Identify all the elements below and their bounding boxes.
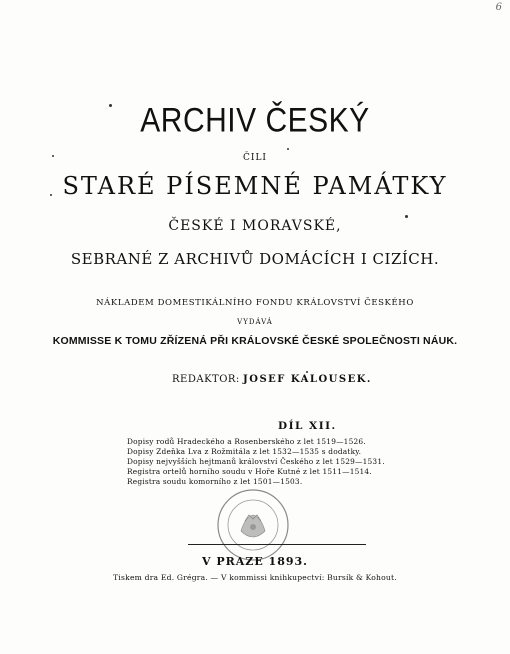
ink-speck [405, 215, 408, 218]
divider-rule [188, 544, 366, 545]
publisher-line: NÁKLADEM DOMESTIKÁLNÍHO FONDU KRÁLOVSTVÍ ČESKÉHO [96, 298, 414, 308]
ink-speck [50, 194, 52, 196]
subtitle: STARÉ PÍSEMNÉ PAMÁTKY [62, 172, 448, 200]
ink-speck [109, 104, 112, 107]
list-item: Registra soudu komorního z let 1501—1503. [127, 477, 303, 486]
volume-number: DÍL XII. [278, 420, 337, 432]
ink-speck [306, 371, 308, 373]
list-item: Dopisy Zdeňka Lva z Rožmitála z let 1532—1535 s dodatky. [127, 447, 362, 456]
ink-speck [287, 148, 289, 150]
contents-list [127, 437, 385, 487]
editor-label: REDAKTOR: [172, 374, 240, 385]
editor-name: JOSEF KALOUSEK. [243, 374, 372, 385]
main-title: ARCHIV ČESKÝ [140, 101, 370, 140]
list-item: Registra ortelů horního soudu v Hoře Kutné z let 1511—1514. [127, 467, 372, 476]
place-year: V PRAZE 1893. [201, 555, 308, 568]
cili-word: ČILI [243, 153, 267, 163]
printer-line: Tiskem dra Ed. Grégra. — V kommissi knihkupectví: Bursík & Kohout. [113, 573, 397, 582]
list-item: Dopisy nejvyšších hejtmanů království Českého z let 1529—1531. [127, 457, 385, 466]
editor-line [172, 374, 372, 385]
vydava-word: VYDÁVÁ [237, 318, 273, 326]
corner-pencil-mark: 6 [495, 2, 502, 13]
ink-speck [52, 155, 54, 157]
list-item: Dopisy rodů Hradeckého a Rosenberského z let 1519—1526. [127, 437, 366, 446]
subtitle-line-ceske: ČESKÉ I MORAVSKÉ, [168, 218, 342, 234]
commission-line: KOMMISSE K TOMU ZŘÍZENÁ PŘI KRÁLOVSKÉ ČESKÉ SPOLEČNOSTI NÁUK. [52, 335, 458, 347]
subtitle-line-sebrane: SEBRANÉ Z ARCHIVŮ DOMÁCÍCH I CIZÍCH. [70, 250, 440, 268]
